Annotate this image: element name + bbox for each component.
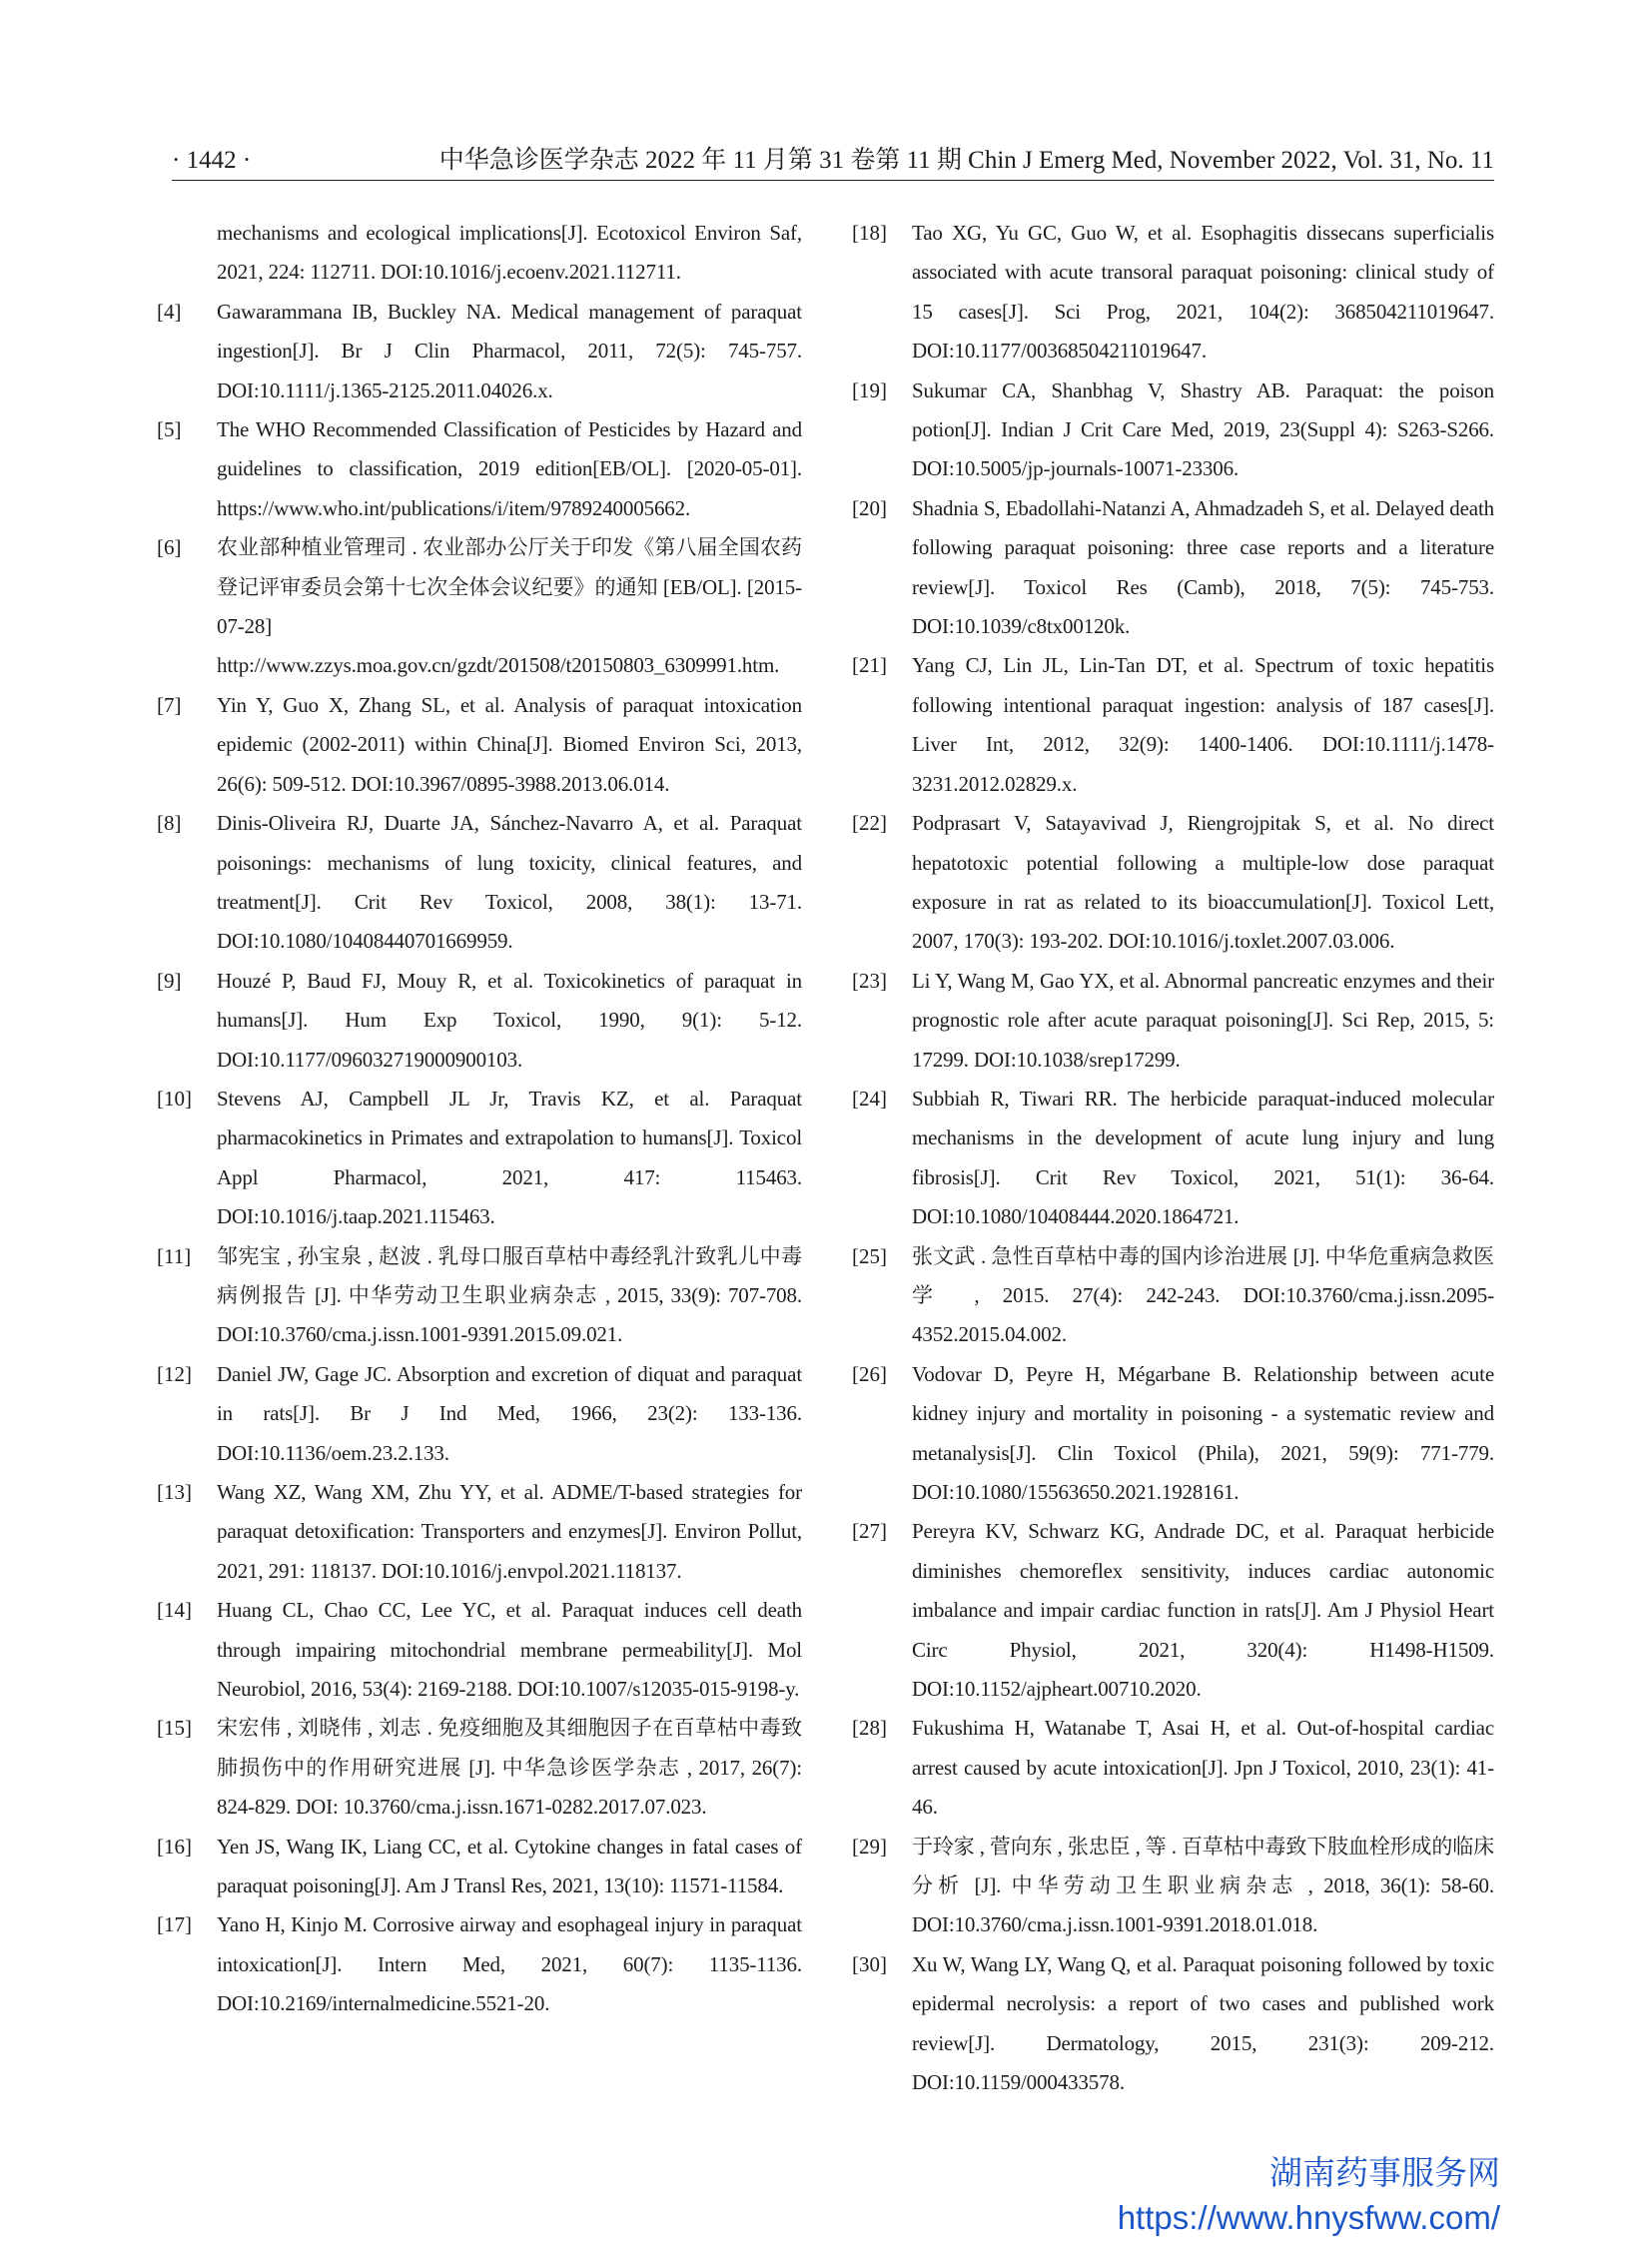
reference-text: Gawarammana IB, Buckley NA. Medical management of paraquat ingestion[J]. Br J Clin Pharmacol, 2011, 72(5): 745-757. DOI:10.1111/j.1365-2125.2011.04026.x. [217, 299, 802, 402]
reference-entry [852, 214, 1494, 372]
reference-entry [852, 804, 1494, 962]
page-number: · 1442 · [172, 147, 252, 174]
reference-number: [13] [157, 1480, 192, 1504]
reference-entry [157, 1080, 802, 1237]
reference-text: Xu W, Wang LY, Wang Q, et al. Paraquat poisoning followed by toxic epidermal necrolysis: a report of two cases and published work review[J]. Dermatology, 2015, 231(3): 209-212. DOI:10.1159/000433578. [912, 1951, 1494, 2095]
reference-entry [852, 1080, 1494, 1237]
reference-text: 宋宏伟 , 刘晓伟 , 刘志 . 免疫细胞及其细胞因子在百草枯中毒致肺损伤中的作用研究进展 [J]. 中华急诊医学杂志 , 2017, 26(7): 824-829. DOI: 10.3760/cma.j.issn.1671-0282.2017.07.023. [217, 1716, 802, 1820]
reference-entry [157, 1828, 802, 1906]
reference-number: [5] [157, 417, 182, 442]
reference-number: [24] [852, 1086, 887, 1111]
reference-text: Yang CJ, Lin JL, Lin-Tan DT, et al. Spectrum of toxic hepatitis following intentional paraquat ingestion: analysis of 187 cases[J]. Liver Int, 2012, 32(9): 1400-1406. DOI:10.1111/j.1478-3231.2012.02829.x. [912, 653, 1494, 796]
reference-text: Podprasart V, Satayavivad J, Riengrojpitak S, et al. No direct hepatotoxic potential following a multiple-low dose paraquat exposure in rat as related to its bioaccumulation[J]. Toxicol Lett, 2007, 170(3): 193-202. DOI:10.1016/j.toxlet.2007.03.006. [912, 811, 1494, 954]
reference-number: [4] [157, 299, 182, 324]
reference-number: [8] [157, 811, 182, 836]
reference-number: [6] [157, 535, 182, 560]
reference-text: mechanisms and ecological implications[J]. Ecotoxicol Environ Saf, 2021, 224: 112711. DOI:10.1016/j.ecoenv.2021.112711. [217, 221, 802, 285]
reference-number: [10] [157, 1086, 192, 1111]
reference-text: Houzé P, Baud FJ, Mouy R, et al. Toxicokinetics of paraquat in humans[J]. Hum Exp Toxicol, 1990, 9(1): 5-12. DOI:10.1177/096032719000900103. [217, 968, 802, 1072]
reference-entry [157, 1237, 802, 1355]
reference-entry [852, 962, 1494, 1080]
reference-number: [27] [852, 1519, 887, 1544]
reference-text: 于玲家 , 菅向东 , 张忠臣 , 等 . 百草枯中毒致下肢血栓形成的临床分析 [J]. 中华劳动卫生职业病杂志 , 2018, 36(1): 58-60. DOI:10.3760/cma.j.issn.1001-9391.2018.01.018. [912, 1834, 1494, 1937]
reference-number: [29] [852, 1834, 887, 1859]
reference-number: [26] [852, 1361, 887, 1386]
reference-entry [852, 1828, 1494, 1945]
reference-entry [157, 1355, 802, 1473]
reference-text: Wang XZ, Wang XM, Zhu YY, et al. ADME/T-based strategies for paraquat detoxification: Transporters and enzymes[J]. Environ Pollut, 2021, 291: 118137. DOI:10.1016/j.envpol.2021.118137. [217, 1480, 802, 1583]
reference-entry [852, 1237, 1494, 1355]
reference-text: Yen JS, Wang IK, Liang CC, et al. Cytokine changes in fatal cases of paraquat poisoning[J]. Am J Transl Res, 2021, 13(10): 11571-11584. [217, 1834, 802, 1898]
reference-entry [157, 686, 802, 804]
reference-number: [28] [852, 1716, 887, 1741]
reference-number: [19] [852, 377, 887, 402]
reference-number: [22] [852, 811, 887, 836]
reference-number: [17] [157, 1912, 192, 1937]
reference-entry [157, 1591, 802, 1709]
reference-text: Subbiah R, Tiwari RR. The herbicide paraquat-induced molecular mechanisms in the development of acute lung injury and lung fibrosis[J]. Crit Rev Toxicol, 2021, 51(1): 36-64. DOI:10.1080/10408444.2020.1864721. [912, 1086, 1494, 1229]
reference-entry [852, 1945, 1494, 2103]
reference-number: [14] [157, 1598, 192, 1623]
reference-text: Pereyra KV, Schwarz KG, Andrade DC, et al. Paraquat herbicide diminishes chemoreflex sensitivity, induces cardiac autonomic imbalance and impair cardiac function in rats[J]. Am J Physiol Heart Circ Physiol, 2021, 320(4): H1498-H1509. DOI:10.1152/ajpheart.00710.2020. [912, 1519, 1494, 1702]
reference-number: [16] [157, 1834, 192, 1859]
reference-text: Stevens AJ, Campbell JL Jr, Travis KZ, et al. Paraquat pharmacokinetics in Primates and extrapolation to humans[J]. Toxicol Appl Pharmacol, 2021, 417: 115463. DOI:10.1016/j.taap.2021.115463. [217, 1086, 802, 1229]
reference-text: Tao XG, Yu GC, Guo W, et al. Esophagitis dissecans superficialis associated with acute transoral paraquat poisoning: clinical study of 15 cases[J]. Sci Prog, 2021, 104(2): 368504211019647. DOI:10.1177/00368504211019647. [912, 221, 1494, 364]
reference-text: Yano H, Kinjo M. Corrosive airway and esophageal injury in paraquat intoxication[J]. Intern Med, 2021, 60(7): 1135-1136. DOI:10.2169/internalmedicine.5521-20. [217, 1912, 802, 2016]
reference-entry [852, 646, 1494, 804]
reference-text: Dinis-Oliveira RJ, Duarte JA, Sánchez-Navarro A, et al. Paraquat poisonings: mechanisms of lung toxicity, clinical features, and treatment[J]. Crit Rev Toxicol, 2008, 38(1): 13-71. DOI:10.1080/10408440701669959. [217, 811, 802, 954]
reference-entry [852, 1709, 1494, 1827]
reference-entry [157, 962, 802, 1080]
reference-number: [9] [157, 968, 182, 993]
reference-entry [852, 1512, 1494, 1709]
reference-number: [20] [852, 495, 887, 520]
reference-text: Yin Y, Guo X, Zhang SL, et al. Analysis of paraquat intoxication epidemic (2002-2011) within China[J]. Biomed Environ Sci, 2013, 26(6): 509-512. DOI:10.3967/0895-3988.2013.06.014. [217, 692, 802, 796]
reference-entry [157, 410, 802, 528]
running-header [172, 146, 1494, 181]
reference-number: [7] [157, 692, 182, 717]
reference-text: Shadnia S, Ebadollahi-Natanzi A, Ahmadzadeh S, et al. Delayed death following paraquat poisoning: three case reports and a literature review[J]. Toxicol Res (Camb), 2018, 7(5): 745-753. DOI:10.1039/c8tx00120k. [912, 495, 1494, 639]
watermark-site-name: 湖南药事服务网 [1269, 2156, 1500, 2192]
reference-number: [23] [852, 968, 887, 993]
reference-text: 邹宪宝 , 孙宝泉 , 赵波 . 乳母口服百草枯中毒经乳汁致乳儿中毒病例报告 [J]. 中华劳动卫生职业病杂志 , 2015, 33(9): 707-708. DOI:10.3760/cma.j.issn.1001-9391.2015.09.021. [217, 1243, 802, 1347]
reference-entry [157, 293, 802, 410]
reference-entry [852, 489, 1494, 647]
reference-text: Li Y, Wang M, Gao YX, et al. Abnormal pancreatic enzymes and their prognostic role after acute paraquat poisoning[J]. Sci Rep, 2015, 5: 17299. DOI:10.1038/srep17299. [912, 968, 1494, 1072]
reference-entry [157, 1709, 802, 1827]
reference-entry [157, 1905, 802, 2023]
reference-entry [852, 1355, 1494, 1513]
reference-column-left [157, 214, 802, 2024]
reference-number: [15] [157, 1716, 192, 1741]
reference-text: Daniel JW, Gage JC. Absorption and excretion of diquat and paraquat in rats[J]. Br J Ind Med, 1966, 23(2): 133-136. DOI:10.1136/oem.23.2.133. [217, 1361, 802, 1465]
reference-number: [12] [157, 1361, 192, 1386]
reference-column-right [852, 214, 1494, 2103]
reference-text: 农业部种植业管理司 . 农业部办公厅关于印发《第八届全国农药登记评审委员会第十七次全体会议纪要》的通知 [EB/OL]. [2015-07-28] http://www.zzys.moa.gov.cn/gzdt/201508/t20150803_6309991.htm. [217, 535, 802, 678]
reference-number: [25] [852, 1243, 887, 1268]
reference-text: The WHO Recommended Classification of Pesticides by Hazard and guidelines to classification, 2019 edition[EB/OL]. [2020-05-01]. https://www.who.int/publications/i/item/9789240005662. [217, 417, 802, 520]
reference-number: [30] [852, 1951, 887, 1976]
reference-text: Sukumar CA, Shanbhag V, Shastry AB. Paraquat: the poison potion[J]. Indian J Crit Care Med, 2019, 23(Suppl 4): S263-S266. DOI:10.5005/jp-journals-10071-23306. [912, 377, 1494, 481]
reference-text: Vodovar D, Peyre H, Mégarbane B. Relationship between acute kidney injury and mortality in poisoning - a systematic review and metanalysis[J]. Clin Toxicol (Phila), 2021, 59(9): 771-779. DOI:10.1080/15563650.2021.1928161. [912, 1361, 1494, 1504]
journal-running-title: 中华急诊医学杂志 2022 年 11 月第 31 卷第 11 期 Chin J Emerg Med, November 2022, Vol. 31, No. 11 [438, 147, 1494, 174]
reference-entry [157, 528, 802, 686]
reference-entry-continued [157, 214, 802, 293]
reference-number: [21] [852, 653, 887, 678]
reference-text: 张文武 . 急性百草枯中毒的国内诊治进展 [J]. 中华危重病急救医学 , 2015. 27(4): 242-243. DOI:10.3760/cma.j.issn.2095-4352.2015.04.002. [912, 1243, 1494, 1347]
reference-entry [157, 804, 802, 962]
reference-text: Fukushima H, Watanabe T, Asai H, et al. Out-of-hospital cardiac arrest caused by acute intoxication[J]. Jpn J Toxicol, 2010, 23(1): 41-46. [912, 1716, 1494, 1820]
reference-text: Huang CL, Chao CC, Lee YC, et al. Paraquat induces cell death through impairing mitochondrial membrane permeability[J]. Mol Neurobiol, 2016, 53(4): 2169-2188. DOI:10.1007/s12035-015-9198-y. [217, 1598, 802, 1702]
site-watermark [1118, 2152, 1500, 2240]
reference-entry [157, 1473, 802, 1591]
reference-number: [18] [852, 221, 887, 245]
reference-entry [852, 372, 1494, 489]
watermark-url-link[interactable]: https://www.hnysfww.com/ [1117, 2199, 1500, 2236]
reference-number: [11] [157, 1243, 192, 1268]
